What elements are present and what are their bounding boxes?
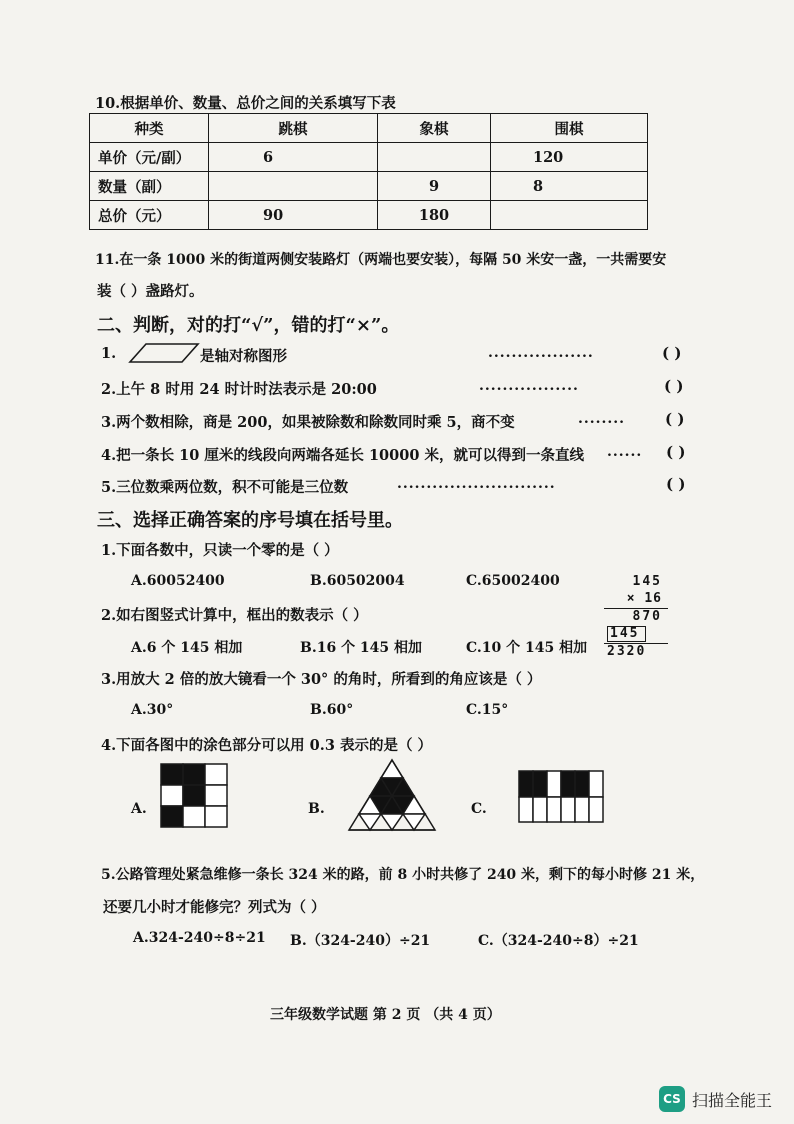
s2-item1-answer[interactable]: ( ) (662, 344, 682, 362)
table-row (90, 201, 648, 230)
s2-item1-text: 是轴对称图形 (200, 348, 287, 365)
s3-q2-text: 2.如右图竖式计算中，框出的数表示（ ） (101, 607, 368, 624)
table-cell: 90 (209, 201, 378, 230)
table-header-row (90, 114, 648, 143)
grid-a-cell (205, 785, 227, 806)
bar-c-cells (519, 771, 603, 822)
s3-q3-option-c[interactable]: C.15° (466, 702, 509, 718)
s2-item3-text: 3.两个数相除，商是 200，如果被除数和除数同时乘 5，商不变 (101, 414, 515, 431)
s2-item2-answer[interactable]: ( ) (664, 377, 684, 395)
table-header-cell: 种类 (90, 114, 209, 143)
table-cell: 6 (209, 143, 378, 172)
watermark-text: 扫描全能王 (692, 1091, 773, 1110)
s3-q5-option-b[interactable]: B.（324-240）÷21 (290, 933, 431, 949)
s2-item2-dots: ................. (479, 378, 579, 394)
bar-c-cell (561, 797, 575, 822)
q11-line2: 装（ ）盏路灯。 (97, 283, 204, 300)
page-footer: 三年级数学试题 第 2 页 （共 4 页） (270, 1007, 501, 1023)
bar-c-cell (561, 771, 575, 797)
s3-q5-line2: 还要几小时才能修完？列式为（ ） (103, 899, 326, 916)
bar-c-cell (533, 771, 547, 797)
camscanner-logo-icon: CS (659, 1086, 685, 1112)
calc-multiplier: × 16 (604, 591, 668, 609)
s3-q5-option-a[interactable]: A.324-240÷8÷21 (133, 930, 266, 946)
s2-item5-text: 5.三位数乘两位数，积不可能是三位数 (101, 479, 349, 496)
triangle-b-parts (349, 760, 435, 830)
bar-c-cell (519, 797, 533, 822)
table-header-cell: 跳棋 (209, 114, 378, 143)
grid-a-cell (161, 764, 183, 785)
s3-q2-option-a[interactable]: A.6 个 145 相加 (131, 640, 243, 656)
bar-c-cell (519, 771, 533, 797)
grid-a-cell (161, 806, 183, 827)
grid-a-cell (183, 764, 205, 785)
bar-figure-c (518, 770, 604, 824)
s3-q1-option-b[interactable]: B.60502004 (310, 573, 405, 589)
calc-product: 2320 (604, 643, 668, 661)
calc-partial-2-row (604, 626, 668, 643)
s2-item1-dots: .................. (488, 345, 594, 361)
bar-c-cell (575, 771, 589, 797)
s3-q1-option-a[interactable]: A.60052400 (131, 573, 225, 589)
bar-c-cell (589, 771, 603, 797)
triangle-b-piece (359, 814, 381, 830)
parallelogram-shape (130, 344, 198, 362)
section2-title: 二、判断，对的打“√”，错的打“×”。 (97, 315, 400, 336)
table-header-cell: 象棋 (378, 114, 491, 143)
grid-a-cell (183, 806, 205, 827)
s3-q3-option-a[interactable]: A.30° (131, 702, 174, 718)
s2-item5-dots: ........................... (397, 476, 556, 492)
s3-q4-text: 4.下面各图中的涂色部分可以用 0.3 表示的是（ ） (101, 737, 433, 754)
s3-q1-option-c[interactable]: C.65002400 (466, 573, 560, 589)
grid-a-cells (161, 764, 227, 827)
calc-multiplicand: 145 (632, 574, 662, 589)
s3-q2-option-b[interactable]: B.16 个 145 相加 (300, 640, 423, 656)
table-cell (491, 201, 648, 230)
table-cell (209, 172, 378, 201)
row-label: 单价（元/副） (90, 143, 209, 172)
row-label: 数量（副） (90, 172, 209, 201)
row-label: 总价（元） (90, 201, 209, 230)
s3-q4-option-b[interactable]: B. (308, 801, 325, 817)
table-cell: 120 (491, 143, 648, 172)
grid-a-cell (183, 785, 205, 806)
bar-c-cell (547, 797, 561, 822)
vertical-calculation (604, 574, 668, 661)
calc-partial-1: 870 (632, 609, 662, 624)
grid-a-cell (205, 806, 227, 827)
q10-title: 10.根据单价、数量、总价之间的关系填写下表 (95, 95, 396, 112)
s2-item4-answer[interactable]: ( ) (666, 443, 686, 461)
s3-q1-text: 1.下面各数中，只读一个零的是（ ） (101, 542, 339, 559)
calc-boxed-number: 145 (607, 626, 646, 642)
triangle-b-piece (381, 760, 403, 778)
table-cell: 8 (491, 172, 648, 201)
s3-q5-option-c[interactable]: C.（324-240÷8）÷21 (478, 933, 639, 949)
bar-c-cell (533, 797, 547, 822)
parallelogram-figure (128, 342, 200, 364)
s2-item1-num: 1. (101, 345, 117, 362)
bar-c-cell (589, 797, 603, 822)
s3-q4-option-c[interactable]: C. (471, 801, 487, 817)
s2-item5-answer[interactable]: ( ) (666, 475, 686, 493)
triangle-b-piece (381, 814, 403, 830)
triangle-figure-b (347, 758, 437, 832)
s3-q3-option-b[interactable]: B.60° (310, 702, 354, 718)
s3-q2-option-c[interactable]: C.10 个 145 相加 (466, 640, 588, 656)
table-header-cell: 围棋 (491, 114, 648, 143)
section3-title: 三、选择正确答案的序号填在括号里。 (97, 510, 403, 531)
table-cell (378, 143, 491, 172)
grid-figure-a (160, 763, 230, 829)
s2-item2-text: 2.上午 8 时用 24 时计时法表示是 20:00 (101, 381, 377, 398)
table-row (90, 143, 648, 172)
q11-line1: 11.在一条 1000 米的街道两侧安装路灯（两端也要安装），每隔 50 米安一盏，一共需要安 (95, 252, 667, 268)
grid-a-cell (161, 785, 183, 806)
table-cell: 9 (378, 172, 491, 201)
s2-item3-answer[interactable]: ( ) (665, 410, 685, 428)
s3-q5-line1: 5.公路管理处紧急维修一条长 324 米的路，前 8 小时共修了 240 米，剩下的每小时修 21 米， (101, 867, 705, 883)
bar-c-cell (575, 797, 589, 822)
s3-q3-text: 3.用放大 2 倍的放大镜看一个 30° 的角时，所看到的角应该是（ ） (101, 671, 542, 688)
triangle-b-piece (403, 814, 425, 830)
bar-c-cell (547, 771, 561, 797)
s2-item4-dots: ...... (607, 444, 643, 460)
table-row (90, 172, 648, 201)
price-table (89, 113, 648, 230)
s2-item3-dots: ........ (578, 411, 625, 427)
table-cell: 180 (378, 201, 491, 230)
s2-item4-text: 4.把一条长 10 厘米的线段向两端各延长 10000 米，就可以得到一条直线 (101, 447, 584, 464)
grid-a-cell (205, 764, 227, 785)
s3-q4-option-a[interactable]: A. (131, 801, 147, 817)
